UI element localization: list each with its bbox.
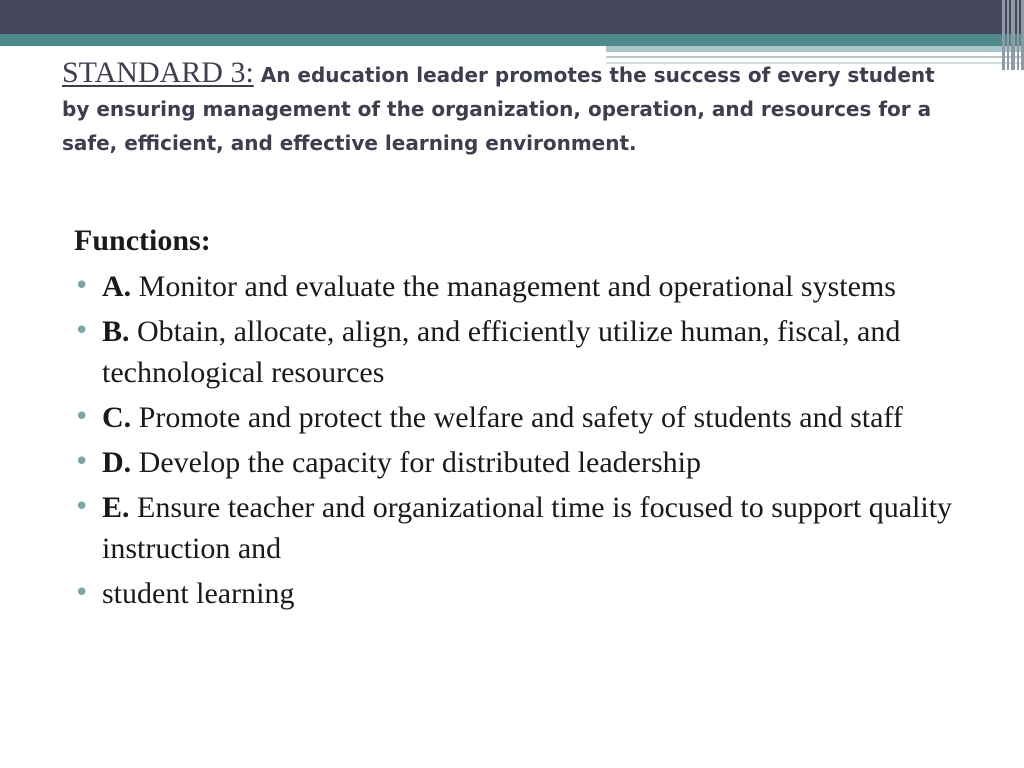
list-item	[72, 487, 972, 569]
bullet-dot-icon: •	[74, 578, 90, 608]
item-text: Promote and protect the welfare and safety of students and staff	[138, 401, 903, 434]
list-item	[72, 573, 972, 614]
item-text: student learning	[102, 577, 295, 610]
title-tab	[0, 46, 606, 54]
item-text: Develop the capacity for distributed leadership	[138, 446, 701, 479]
stripe	[1017, 0, 1019, 70]
functions-list	[72, 266, 972, 614]
bullet-dot-icon: •	[74, 271, 90, 301]
item-text: Obtain, allocate, align, and efficiently utilize human, fiscal, and technological resources	[102, 315, 901, 389]
bullet-dot-icon: •	[74, 402, 90, 432]
bullet-dot-icon: •	[74, 492, 90, 522]
bullet-dot-icon: •	[74, 316, 90, 346]
standard-label: STANDARD 3:	[62, 56, 254, 89]
list-item	[72, 397, 972, 438]
item-text: Monitor and evaluate the management and operational systems	[138, 270, 896, 303]
item-letter: B.	[102, 315, 130, 348]
bullet-dot-icon: •	[74, 447, 90, 477]
list-item	[72, 311, 972, 393]
item-letter: C.	[102, 401, 132, 434]
header-bar	[0, 0, 1024, 34]
accent-thin-band	[605, 46, 1024, 52]
item-text: Ensure teacher and organizational time is focused to support quality instruction and	[102, 491, 953, 565]
item-letter: D.	[102, 446, 132, 479]
decorative-stripes	[990, 0, 1024, 70]
standard-description: An education leader promotes the success of every student by ensuring management of the organization, operation, and resources for a safe, efficient, and effective learning environment.	[62, 63, 935, 155]
slide-title	[62, 56, 942, 160]
stripe	[1011, 0, 1015, 70]
item-letter: E.	[102, 491, 130, 524]
slide-content	[72, 220, 972, 614]
item-letter: A.	[102, 270, 132, 303]
list-item	[72, 266, 972, 307]
list-item	[72, 442, 972, 483]
functions-heading: Functions:	[74, 224, 211, 257]
stripe	[1002, 0, 1005, 70]
accent-band	[0, 34, 1024, 46]
stripe	[1007, 0, 1009, 70]
